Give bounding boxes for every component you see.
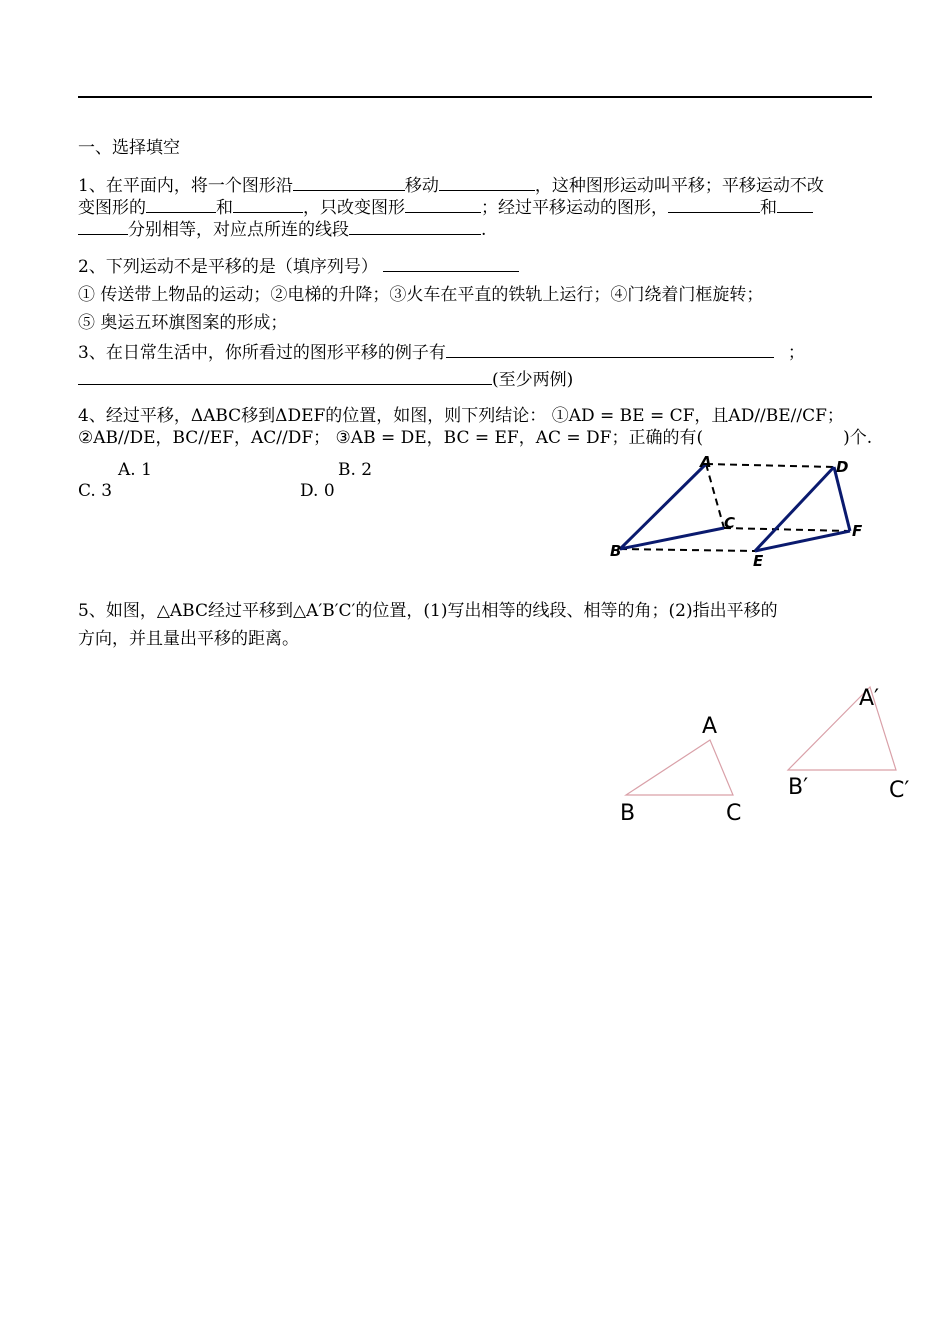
q4-side-ab (620, 464, 706, 549)
q4-side-de (755, 467, 834, 551)
q4-label-e: E (753, 552, 764, 570)
q2-line-1 (78, 254, 878, 279)
q5-translation-figure (600, 670, 930, 840)
q4-side-bc (620, 528, 724, 549)
q2-options-2: ⑤ 奥运五环旗图案的形成； (78, 313, 288, 333)
q1-blank-3[interactable] (146, 195, 216, 213)
q4-choice-c[interactable]: C. 3 (78, 481, 113, 501)
q5-label-c: C (726, 801, 742, 826)
q1-blank-4[interactable] (233, 195, 303, 213)
q4-translation-figure (600, 450, 880, 580)
q5-triangle-abc (626, 740, 733, 795)
header-rule (78, 96, 872, 98)
q4-label-c: C (724, 514, 736, 532)
q1-blank-6[interactable] (668, 195, 760, 213)
q4-dashed-cf (724, 528, 850, 531)
q5-triangle-a1b1c1 (788, 687, 896, 770)
q4-choice-d[interactable]: D. 0 (300, 481, 335, 501)
q5-line-1: 5、如图，△ABC经过平移到△A′B′C′的位置，(1)写出相等的线段、相等的角；(2)指出平移的 (78, 601, 778, 621)
q1-text-d: 变图形的 (78, 198, 146, 218)
q1-blank-8[interactable] (78, 217, 128, 235)
q4-line-1: 4、经过平移，ΔABC移到ΔDEF的位置，如图，则下列结论： ①AD = BE = CF，且AD//BE//CF； (78, 406, 844, 426)
q1-text-f: ，只改变图形 (303, 198, 405, 218)
q3-blank-2[interactable] (78, 367, 492, 385)
q2-stem: 2、下列运动不是平移的是（填序列号） (78, 257, 378, 277)
q5-label-b: B (620, 801, 636, 826)
q4-label-d: D (836, 458, 849, 476)
q5-label-a-prime: A′ (859, 686, 880, 711)
section-title: 一、选择填空 (78, 138, 180, 158)
q1-blank-7[interactable] (777, 195, 813, 213)
q4-text-a: ②AB//DE，BC//EF，AC//DF； ③AB = DE，BC = EF，AC = DF；正确的有( (78, 428, 704, 448)
q3-tail: (至少两例) (492, 370, 574, 390)
q4-label-a: A (700, 453, 712, 471)
q1-text-a: 1、在平面内，将一个图形沿 (78, 176, 293, 196)
q3-line-2 (78, 367, 878, 392)
q4-dashed-be (620, 549, 755, 551)
q5-label-c-prime: C′ (889, 778, 910, 803)
q4-dashed-ac (706, 464, 724, 528)
q4-label-b: B (610, 542, 622, 560)
q1-blank-2[interactable] (439, 173, 535, 191)
q5-label-a: A (702, 714, 718, 739)
q1-text-c: ，这种图形运动叫平移；平移运动不改 (534, 176, 824, 196)
q1-blank-5[interactable] (405, 195, 481, 213)
q2-options-1: ① 传送带上物品的运动；②电梯的升降；③火车在平直的铁轨上运行；④门绕着门框旋转； (78, 285, 764, 305)
q1-text-i: 分别相等，对应点所连的线段 (128, 220, 349, 240)
q3-separator: ； (787, 343, 805, 363)
q5-label-b-prime: B′ (788, 775, 809, 800)
q3-stem: 3、在日常生活中，你所看过的图形平移的例子有 (78, 343, 446, 363)
q2-blank[interactable] (383, 254, 519, 272)
q3-blank-1[interactable] (446, 340, 774, 358)
q1-text-j: . (481, 220, 487, 240)
q3-line-1 (78, 340, 878, 365)
q1-text-e: 和 (216, 198, 233, 218)
q1-line-3 (78, 217, 878, 242)
q1-text-g: ；经过平移运动的图形， (481, 198, 668, 218)
q5-line-2: 方向，并且量出平移的距离。 (78, 629, 299, 649)
q4-text-b: )个. (843, 428, 873, 448)
q4-line-2 (78, 426, 878, 450)
q1-text-h: 和 (760, 198, 777, 218)
q4-side-df (834, 467, 850, 531)
q1-blank-9[interactable] (349, 217, 481, 235)
q1-text-b: 移动 (404, 176, 439, 196)
q1-blank-1[interactable] (293, 173, 405, 191)
q4-choice-b[interactable]: B. 2 (338, 460, 373, 480)
q4-label-f: F (852, 522, 863, 540)
q4-dashed-ad (706, 464, 834, 467)
q4-choice-a[interactable]: A. 1 (118, 460, 152, 480)
